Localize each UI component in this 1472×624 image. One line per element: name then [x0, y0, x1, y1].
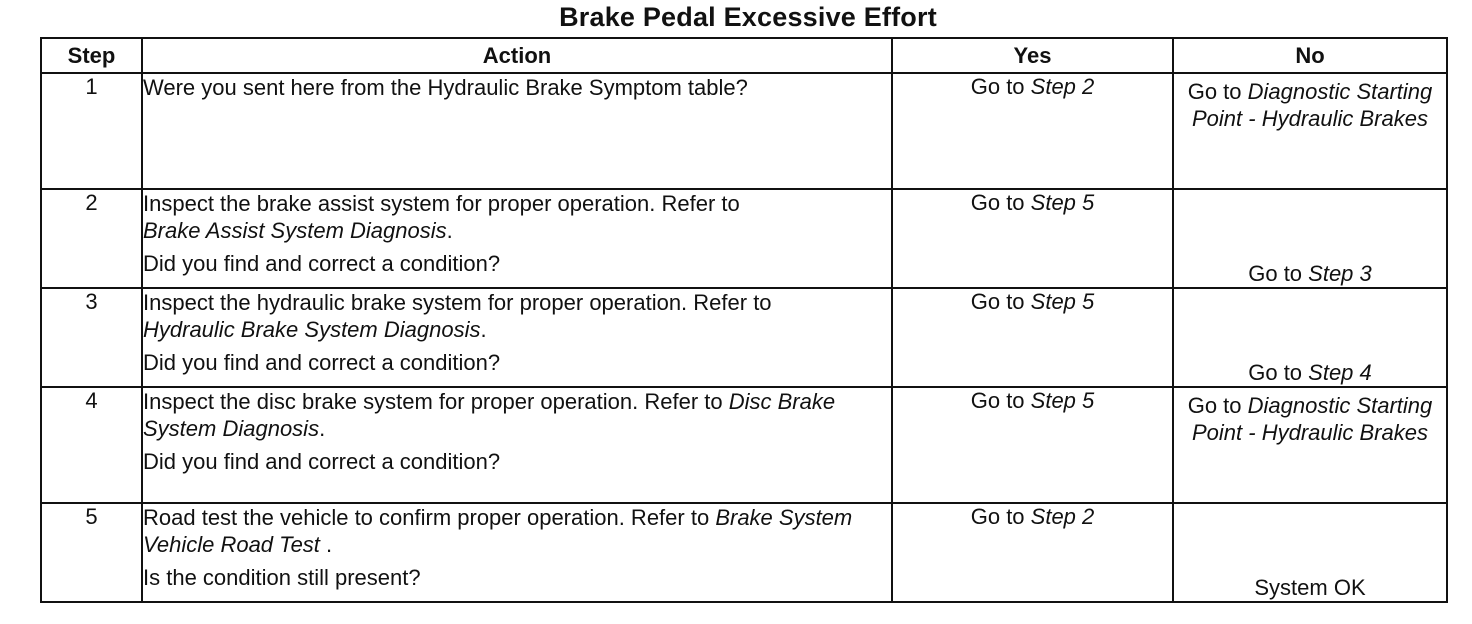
step-number: 4: [41, 387, 142, 503]
yes-prefix: Go to: [970, 74, 1031, 99]
action-cell: [142, 387, 892, 503]
yes-prefix: Go to: [970, 289, 1031, 314]
yes-step-link[interactable]: Step 5: [1030, 388, 1095, 413]
action-text: [143, 190, 891, 244]
no-prefix: Go to: [1248, 261, 1309, 286]
step-number: 3: [41, 288, 142, 387]
yes-step-link[interactable]: Step 2: [1030, 74, 1095, 99]
header-action: Action: [142, 38, 892, 73]
yes-prefix: Go to: [970, 504, 1031, 529]
action-reference-link[interactable]: Brake System Vehicle Road Test: [143, 505, 853, 557]
action-text-post: .: [480, 317, 487, 342]
step-number: 2: [41, 189, 142, 288]
no-cell: [1173, 387, 1447, 503]
yes-cell: [892, 387, 1173, 503]
action-cell: [142, 503, 892, 602]
yes-cell: [892, 288, 1173, 387]
no-cell: [1173, 73, 1447, 189]
no-step-link[interactable]: Step 4: [1308, 360, 1372, 385]
table-row: [41, 189, 1447, 288]
step-number: 5: [41, 503, 142, 602]
action-reference-link[interactable]: Hydraulic Brake System Diagnosis: [143, 317, 481, 342]
no-prefix: Go to: [1187, 393, 1248, 418]
action-text: [143, 504, 891, 558]
table-row: [41, 387, 1447, 503]
header-yes: Yes: [892, 38, 1173, 73]
no-step-link[interactable]: Step 3: [1308, 261, 1372, 286]
action-question: Did you find and correct a condition?: [143, 350, 501, 375]
action-text-pre: Inspect the hydraulic brake system for proper operation. Refer to: [143, 290, 772, 315]
action-reference-link[interactable]: Brake Assist System Diagnosis: [143, 218, 447, 243]
action-reference-link[interactable]: Disc Brake System Diagnosis: [143, 389, 836, 441]
action-text: [143, 74, 891, 101]
table-row: [41, 73, 1447, 189]
no-prefix: Go to: [1187, 79, 1248, 104]
yes-prefix: Go to: [970, 190, 1031, 215]
no-cell: [1173, 503, 1447, 602]
action-cell: [142, 189, 892, 288]
no-prefix: Go to: [1248, 360, 1309, 385]
yes-cell: [892, 189, 1173, 288]
header-step: Step: [41, 38, 142, 73]
yes-step-link[interactable]: Step 2: [1030, 504, 1095, 529]
no-reference-link[interactable]: Diagnostic Starting Point - Hydraulic Brakes: [1192, 393, 1433, 445]
yes-cell: [892, 73, 1173, 189]
yes-step-link[interactable]: Step 5: [1030, 190, 1095, 215]
action-text: [143, 289, 891, 343]
table-row: [41, 503, 1447, 602]
yes-step-link[interactable]: Step 5: [1030, 289, 1095, 314]
action-text-pre: Were you sent here from the Hydraulic Brake Symptom table?: [143, 75, 748, 100]
no-reference-link[interactable]: Diagnostic Starting Point - Hydraulic Brakes: [1192, 79, 1433, 131]
action-cell: [142, 73, 892, 189]
action-text-post: .: [319, 416, 326, 441]
action-text-pre: Road test the vehicle to confirm proper operation. Refer to: [143, 505, 716, 530]
action-question: Did you find and correct a condition?: [143, 449, 501, 474]
action-text-pre: Inspect the brake assist system for proper operation. Refer to: [143, 191, 740, 216]
step-number: 1: [41, 73, 142, 189]
action-cell: [142, 288, 892, 387]
action-text-pre: Inspect the disc brake system for proper operation. Refer to: [143, 389, 729, 414]
action-text-post: .: [446, 218, 453, 243]
action-question: Is the condition still present?: [143, 565, 421, 590]
no-result-text: System OK: [1254, 575, 1366, 600]
action-text: [143, 388, 891, 442]
yes-prefix: Go to: [970, 388, 1031, 413]
action-question: Did you find and correct a condition?: [143, 251, 501, 276]
table-row: [41, 288, 1447, 387]
yes-cell: [892, 503, 1173, 602]
no-cell: [1173, 288, 1447, 387]
no-cell: [1173, 189, 1447, 288]
diagnostic-table: [40, 37, 1448, 603]
action-text-post: .: [319, 532, 333, 557]
page-title: Brake Pedal Excessive Effort: [559, 2, 937, 32]
header-no: No: [1173, 38, 1447, 73]
header-row: [41, 38, 1447, 73]
